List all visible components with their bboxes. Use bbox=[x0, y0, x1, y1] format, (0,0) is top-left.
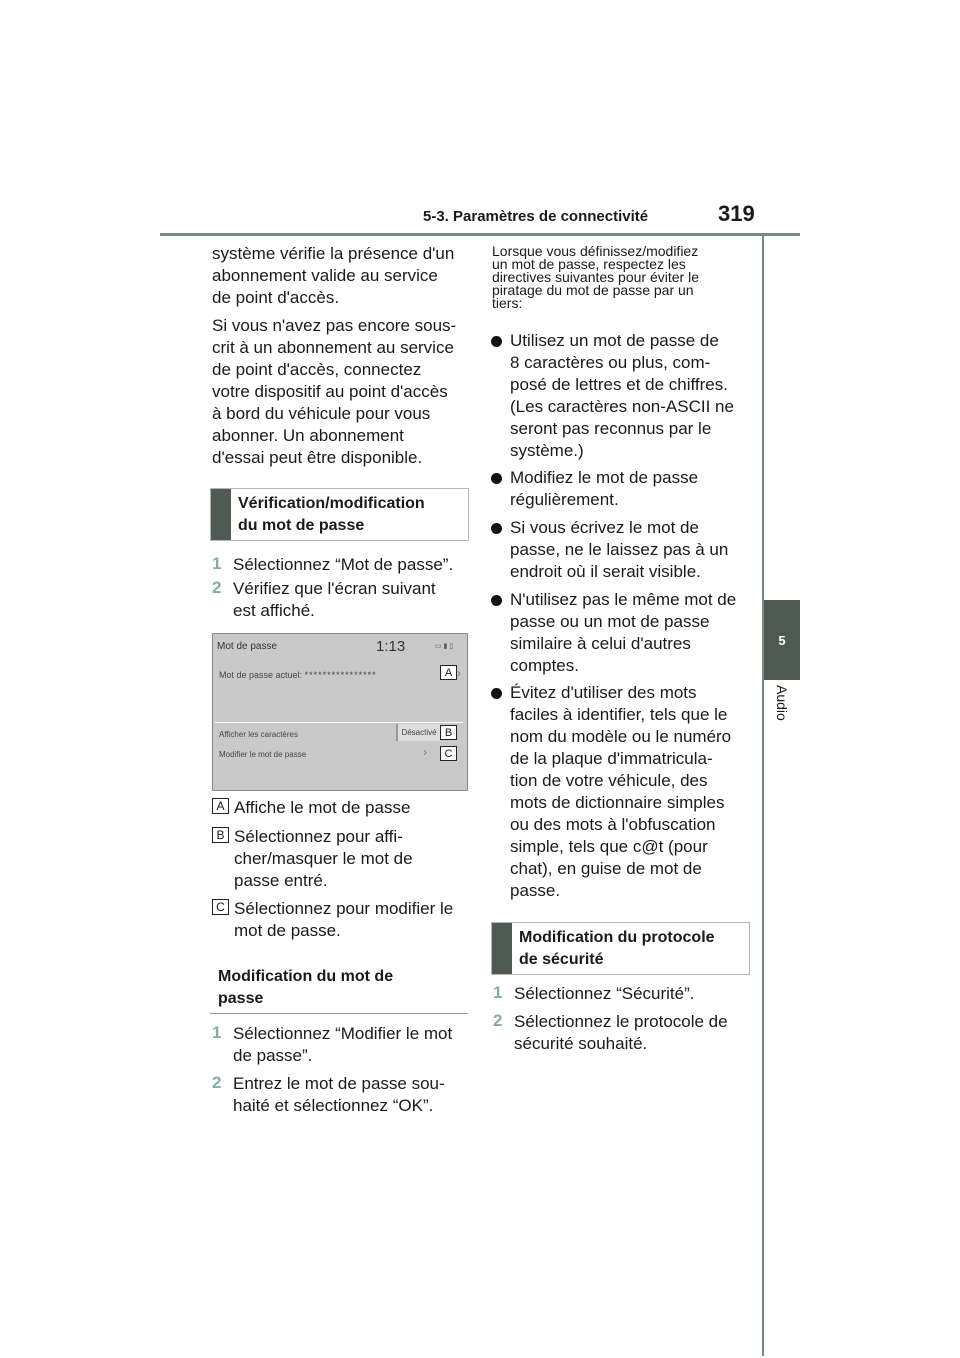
step-security-1: Sélectionnez “Sécurité”. bbox=[514, 984, 695, 1003]
show-characters-toggle: Désactivé bbox=[396, 724, 440, 741]
current-password-row: Mot de passe actuel: **************** bbox=[219, 670, 377, 680]
legend-b: Sélectionnez pour affi- cher/masquer le mot de passe entré. bbox=[234, 827, 413, 890]
intro-paragraph-2: Si vous n'avez pas encore sous- crit à un abonnement au service de point d'accès, connectez votre dispositif au point d'accès à bord du véhicule pour vous abonner. Un abonnement d'essai peut être disponible. bbox=[212, 316, 457, 467]
step-number: 2 bbox=[212, 578, 222, 597]
modify-password-row: Modifier le mot de passe bbox=[219, 750, 307, 759]
key-a: A bbox=[212, 798, 229, 814]
section-heading-modify-password: Modification du mot de passe bbox=[210, 958, 468, 1014]
legend-a: Affiche le mot de passe bbox=[234, 798, 411, 817]
bullet-4: N'utilisez pas le même mot de passe ou un mot de passe similaire à celui d'autres comptes. bbox=[510, 590, 737, 675]
chapter-label: Audio bbox=[774, 685, 790, 721]
step-1: Sélectionnez “Mot de passe”. bbox=[233, 555, 454, 574]
status-icons: ▭ ▮ ▯ bbox=[435, 643, 454, 650]
step-security-2: Sélectionnez le protocole de sécurité souhaité. bbox=[514, 1012, 728, 1053]
key-c: C bbox=[212, 899, 229, 915]
callout-a: A bbox=[440, 665, 457, 680]
screen-title: Mot de passe bbox=[217, 641, 278, 652]
password-note: Lorsque vous définissez/modifiez un mot de passe, respectez les directives suivantes pour éviter le piratage du mot de passe par un tiers: bbox=[492, 243, 699, 311]
chevron-right-icon: › bbox=[457, 666, 461, 680]
show-characters-row: Afficher les caractères bbox=[219, 730, 298, 739]
chevron-right-icon: › bbox=[423, 745, 427, 759]
legend-c: Sélectionnez pour modifier le mot de passe. bbox=[234, 899, 454, 940]
callout-b: B bbox=[440, 725, 457, 740]
header-rule bbox=[160, 233, 800, 236]
section-box-password-check: Vérification/modification du mot de passe bbox=[210, 488, 469, 541]
callout-c: C bbox=[440, 746, 457, 761]
password-screen-image bbox=[212, 633, 468, 791]
page-number: 319 bbox=[718, 201, 755, 226]
intro-paragraph-1: système vérifie la présence d'un abonnement valide au service de point d'accès. bbox=[212, 244, 455, 307]
bullet-1: Utilisez un mot de passe de 8 caractères ou plus, com- posé de lettres et de chiffres. (Les caractères non-ASCII ne seront pas reconnus par le système.) bbox=[510, 331, 734, 460]
step-number: 2 bbox=[212, 1073, 222, 1092]
side-rule bbox=[762, 236, 764, 1356]
bullet-5: Évitez d'utiliser des mots faciles à identifier, tels que le nom du modèle ou le numéro de la plaque d'immatricula- tion de votre véhicule, des mots de dictionnaire simples ou des mots à l'obfuscation simple, tels que c@t (pour chat), en guise de mot de passe. bbox=[510, 683, 732, 900]
step-number: 1 bbox=[212, 1023, 222, 1042]
screen-clock: 1:13 bbox=[376, 638, 406, 655]
key-b: B bbox=[212, 827, 229, 843]
section-title: 5-3. Paramètres de connectivité bbox=[423, 208, 649, 225]
step-number: 1 bbox=[212, 554, 222, 573]
bullet-3: Si vous écrivez le mot de passe, ne le laissez pas à un endroit où il serait visible. bbox=[510, 518, 729, 581]
section-box-security-protocol: Modification du protocole de sécurité bbox=[491, 922, 750, 975]
step-3: Sélectionnez “Modifier le mot de passe”. bbox=[233, 1024, 453, 1065]
step-4: Entrez le mot de passe sou- haité et sélectionnez “OK”. bbox=[233, 1074, 445, 1115]
chapter-tab: 5 bbox=[764, 600, 800, 680]
step-number: 2 bbox=[493, 1011, 503, 1030]
step-number: 1 bbox=[493, 983, 503, 1002]
step-2: Vérifiez que l'écran suivant est affiché. bbox=[233, 579, 436, 620]
bullet-2: Modifiez le mot de passe régulièrement. bbox=[510, 468, 699, 509]
